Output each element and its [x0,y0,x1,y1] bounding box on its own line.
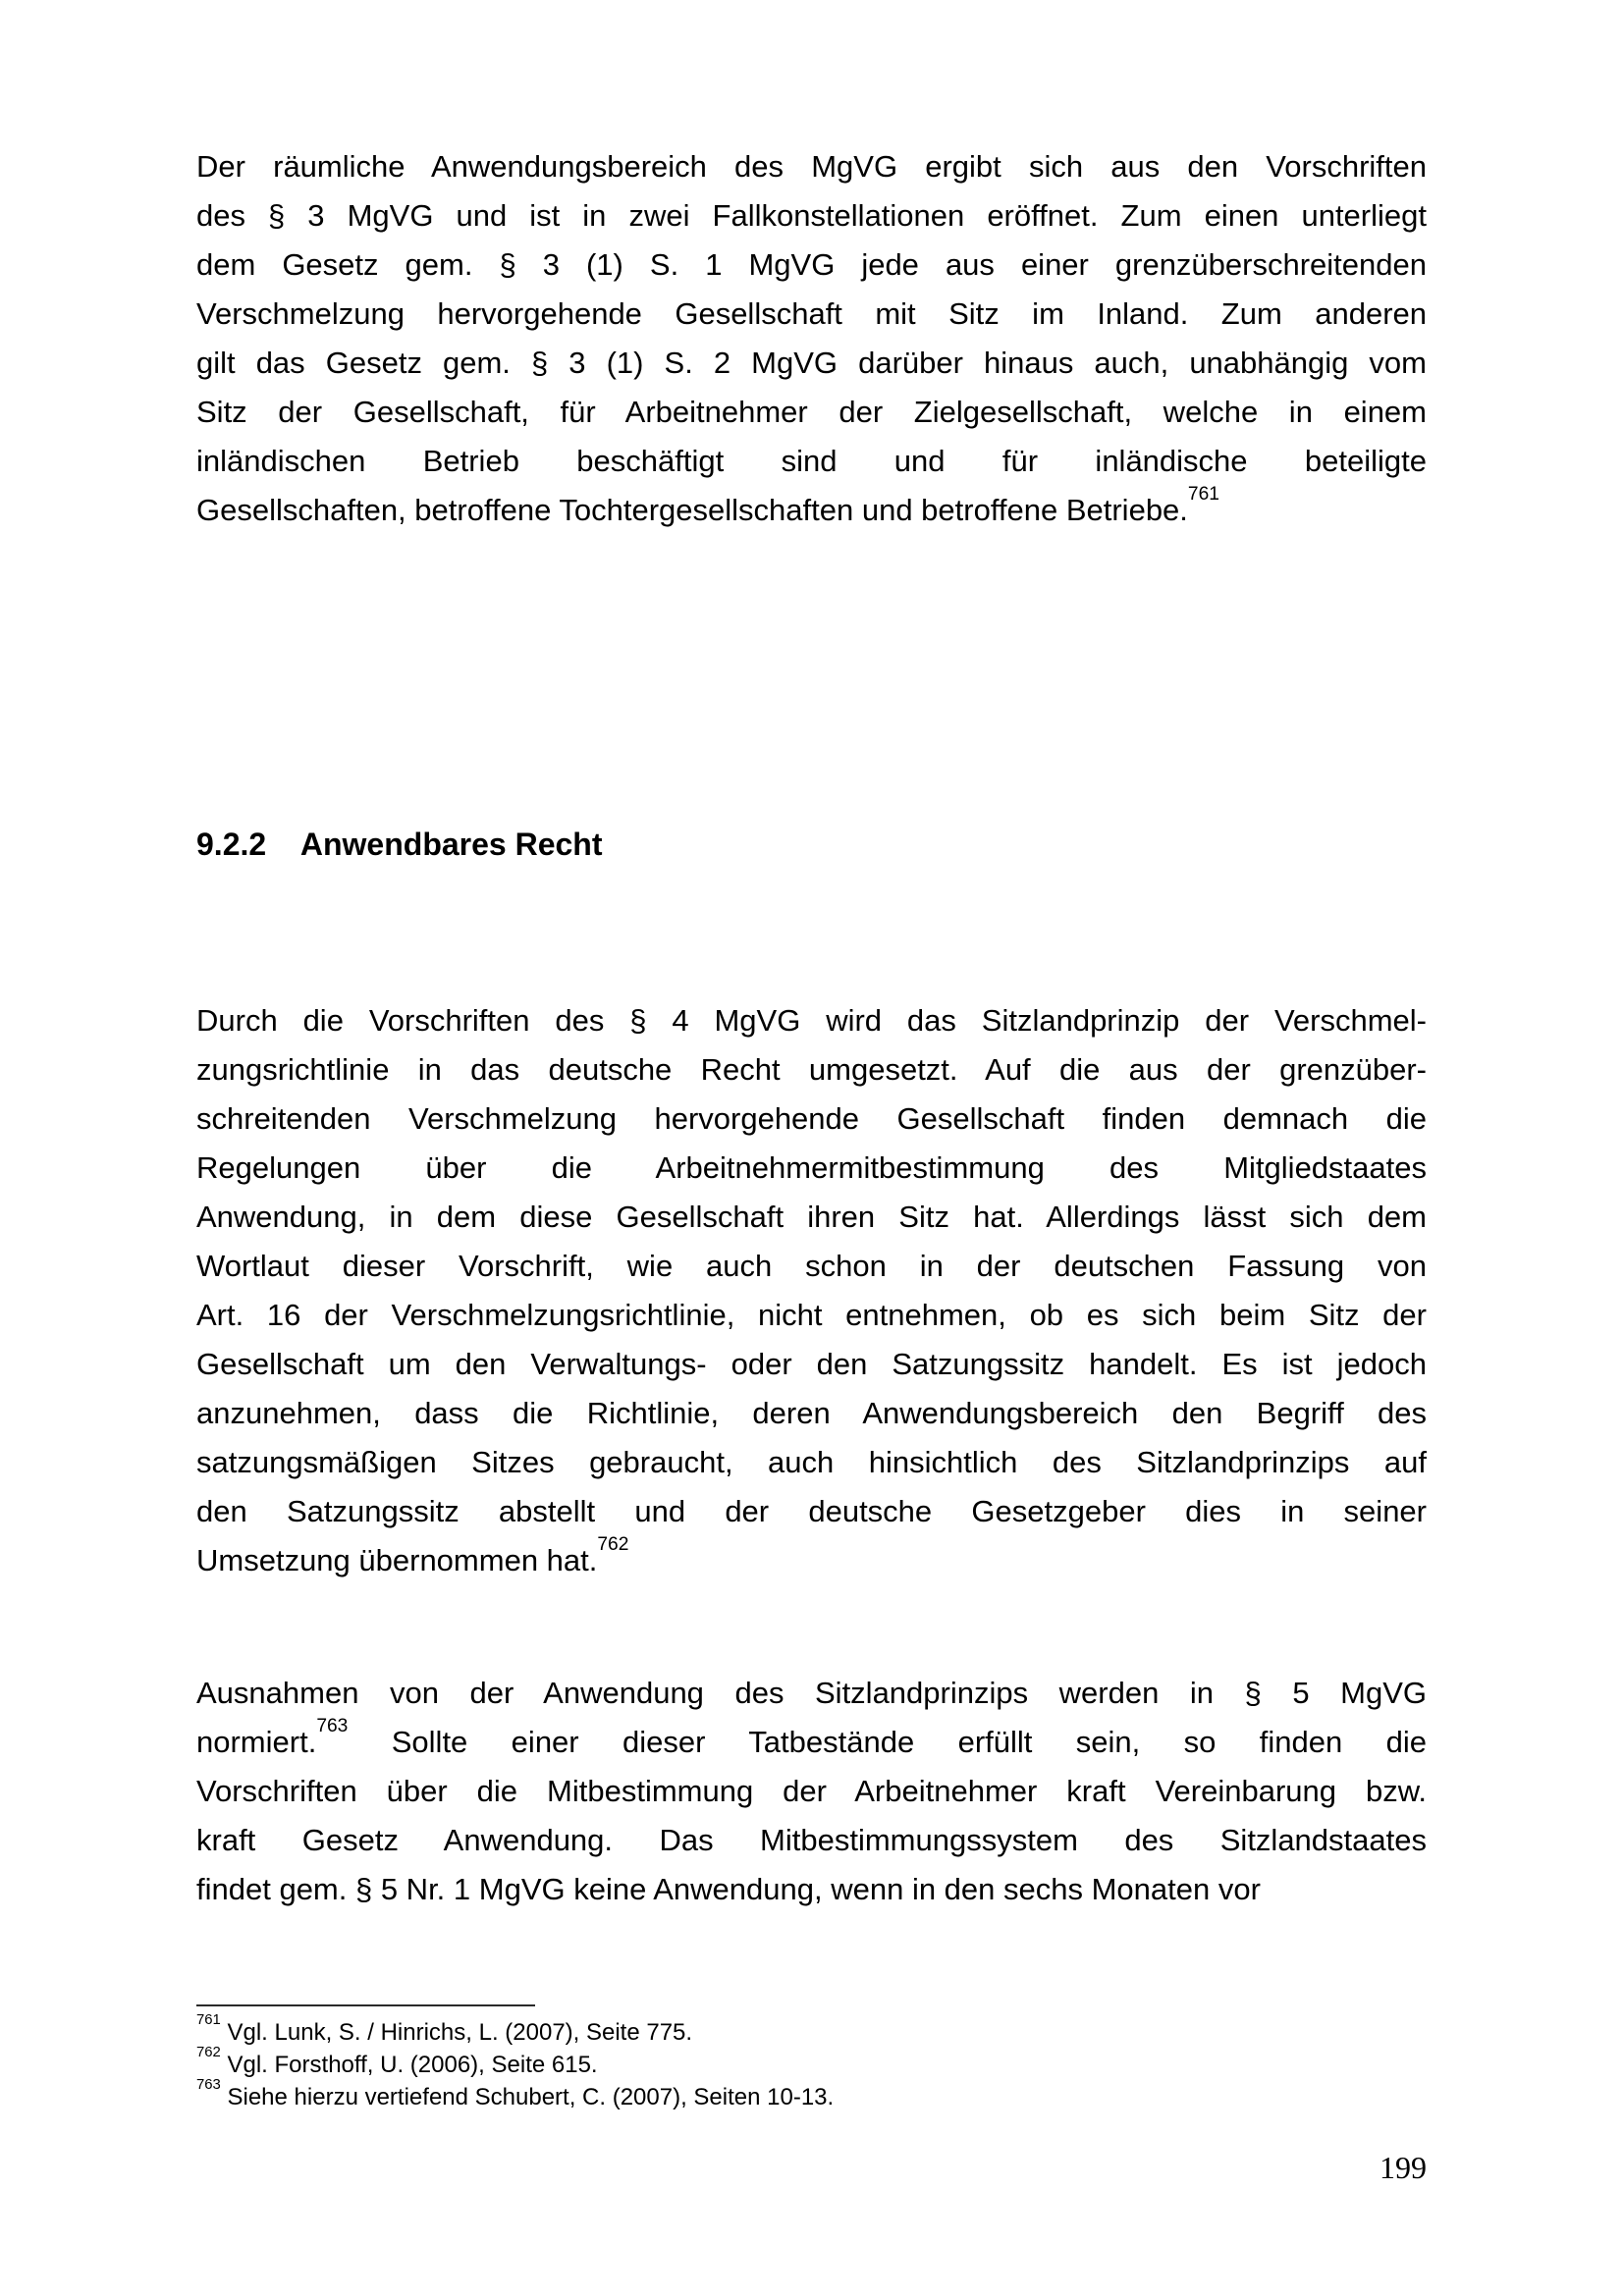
text-segment: zungsrichtlinie in das deutsche Recht umgesetzt. Auf die aus der grenzüber- [196,1052,1427,1087]
text-segment: den Satzungssitz abstellt und der deutsche Gesetzgeber dies in seiner [196,1494,1427,1528]
text-segment: Regelungen über die Arbeitnehmermitbestimmung des Mitgliedstaates [196,1150,1427,1185]
text-line [196,1193,1427,1242]
text-segment: Umsetzung übernommen hat. [196,1543,598,1577]
text-segment: Ausnahmen von der Anwendung des Sitzlandprinzips werden in § 5 MgVG [196,1676,1427,1710]
footnote-ref: 763 [316,1716,349,1737]
text-line [196,1865,1427,1914]
text-segment: kraft Gesetz Anwendung. Das Mitbestimmungssystem des Sitzlandstaates [196,1823,1427,1857]
text-segment: Gesellschaft um den Verwaltungs- oder den Satzungssitz handelt. Es ist jedoch [196,1347,1427,1381]
text-line [196,1095,1427,1144]
paragraph-ausnahmen [196,1669,1427,1914]
text-line [196,1144,1427,1193]
text-segment: gilt das Gesetz gem. § 3 (1) S. 2 MgVG darüber hinaus auch, unabhängig vom [196,346,1427,380]
footnote-ref: 762 [196,2044,221,2060]
text-line [196,388,1427,437]
text-segment: Gesellschaften, betroffene Tochtergesellschaften und betroffene Betriebe. [196,493,1188,527]
text-segment: normiert. [196,1725,317,1759]
text-segment: dem Gesetz gem. § 3 (1) S. 1 MgVG jede aus einer grenzüberschreitenden [196,247,1427,282]
footnote-separator [196,2004,535,2006]
paragraph-sitzlandprinzip [196,996,1427,1585]
text-segment: inländischen Betrieb beschäftigt sind und für inländische beteiligte [196,444,1427,478]
footnote-ref: 762 [597,1534,629,1556]
footnote-list [196,2011,1427,2113]
text-line [196,437,1427,486]
text-segment: Durch die Vorschriften des § 4 MgVG wird das Sitzlandprinzip der Verschmel- [196,1003,1427,1038]
text-line [196,1816,1427,1865]
text-segment: des § 3 MgVG und ist in zwei Fallkonstellationen eröffnet. Zum einen unterliegt [196,198,1427,233]
text-segment: Sitz der Gesellschaft, für Arbeitnehmer der Zielgesellschaft, welche in einem [196,395,1427,429]
text-block [196,142,1427,1914]
text-segment: Art. 16 der Verschmelzungsrichtlinie, nicht entnehmen, ob es sich beim Sitz der [196,1298,1427,1332]
text-line [196,240,1427,290]
text-segment: Vorschriften über die Mitbestimmung der Arbeitnehmer kraft Vereinbarung bzw. [196,1774,1427,1808]
text-segment: Siehe hierzu vertiefend Schubert, C. (2007), Seiten 10-13. [220,2084,835,2110]
footnote-ref: 761 [1187,484,1219,506]
text-segment: Verschmelzung hervorgehende Gesellschaft mit Sitz im Inland. Zum anderen [196,296,1427,331]
text-line [196,1389,1427,1438]
page-number: 199 [1380,2150,1427,2185]
section-title: Anwendbares Recht [299,827,603,862]
text-line [196,1291,1427,1340]
text-line [196,1767,1427,1816]
text-segment: anzunehmen, dass die Richtlinie, deren Anwendungsbereich den Begriff des [196,1396,1427,1430]
footnotes-section [196,2004,1427,2113]
text-line [196,339,1427,388]
text-line [196,1438,1427,1487]
text-segment: Sollte einer dieser Tatbestände erfüllt sein, so finden die [348,1725,1427,1759]
text-line [196,1487,1427,1536]
section-number: 9.2.2 [196,827,267,862]
text-segment: Vgl. Lunk, S. / Hinrichs, L. (2007), Seite 775. [220,2019,693,2046]
text-segment: Vgl. Forsthoff, U. (2006), Seite 615. [220,2052,598,2078]
text-line [196,1536,1427,1585]
text-segment: schreitenden Verschmelzung hervorgehende Gesellschaft finden demnach die [196,1101,1427,1136]
text-line [196,1718,1427,1767]
text-segment: Anwendung, in dem diese Gesellschaft ihren Sitz hat. Allerdings lässt sich dem [196,1200,1427,1234]
text-segment: Wortlaut dieser Vorschrift, wie auch schon in der deutschen Fassung von [196,1249,1427,1283]
text-segment: Der räumliche Anwendungsbereich des MgVG ergibt sich aus den Vorschriften [196,149,1427,184]
text-line [196,1242,1427,1291]
text-line [196,142,1427,191]
paragraph-anwendungsbereich [196,142,1427,535]
text-line [196,1045,1427,1095]
text-line [196,996,1427,1045]
footnote-ref: 763 [196,2076,221,2093]
text-line [196,1340,1427,1389]
text-segment: satzungsmäßigen Sitzes gebraucht, auch hinsichtlich des Sitzlandprinzips auf [196,1445,1427,1479]
text-segment: findet gem. § 5 Nr. 1 MgVG keine Anwendung, wenn in den sechs Monaten vor [196,1872,1261,1906]
text-line [196,191,1427,240]
section-heading [196,820,1427,869]
footnote-ref: 761 [196,2011,221,2028]
text-line [196,2044,1427,2081]
text-line [196,1669,1427,1718]
text-line [196,486,1427,535]
text-line [196,290,1427,339]
text-line [196,2011,1427,2049]
text-line [196,2076,1427,2113]
